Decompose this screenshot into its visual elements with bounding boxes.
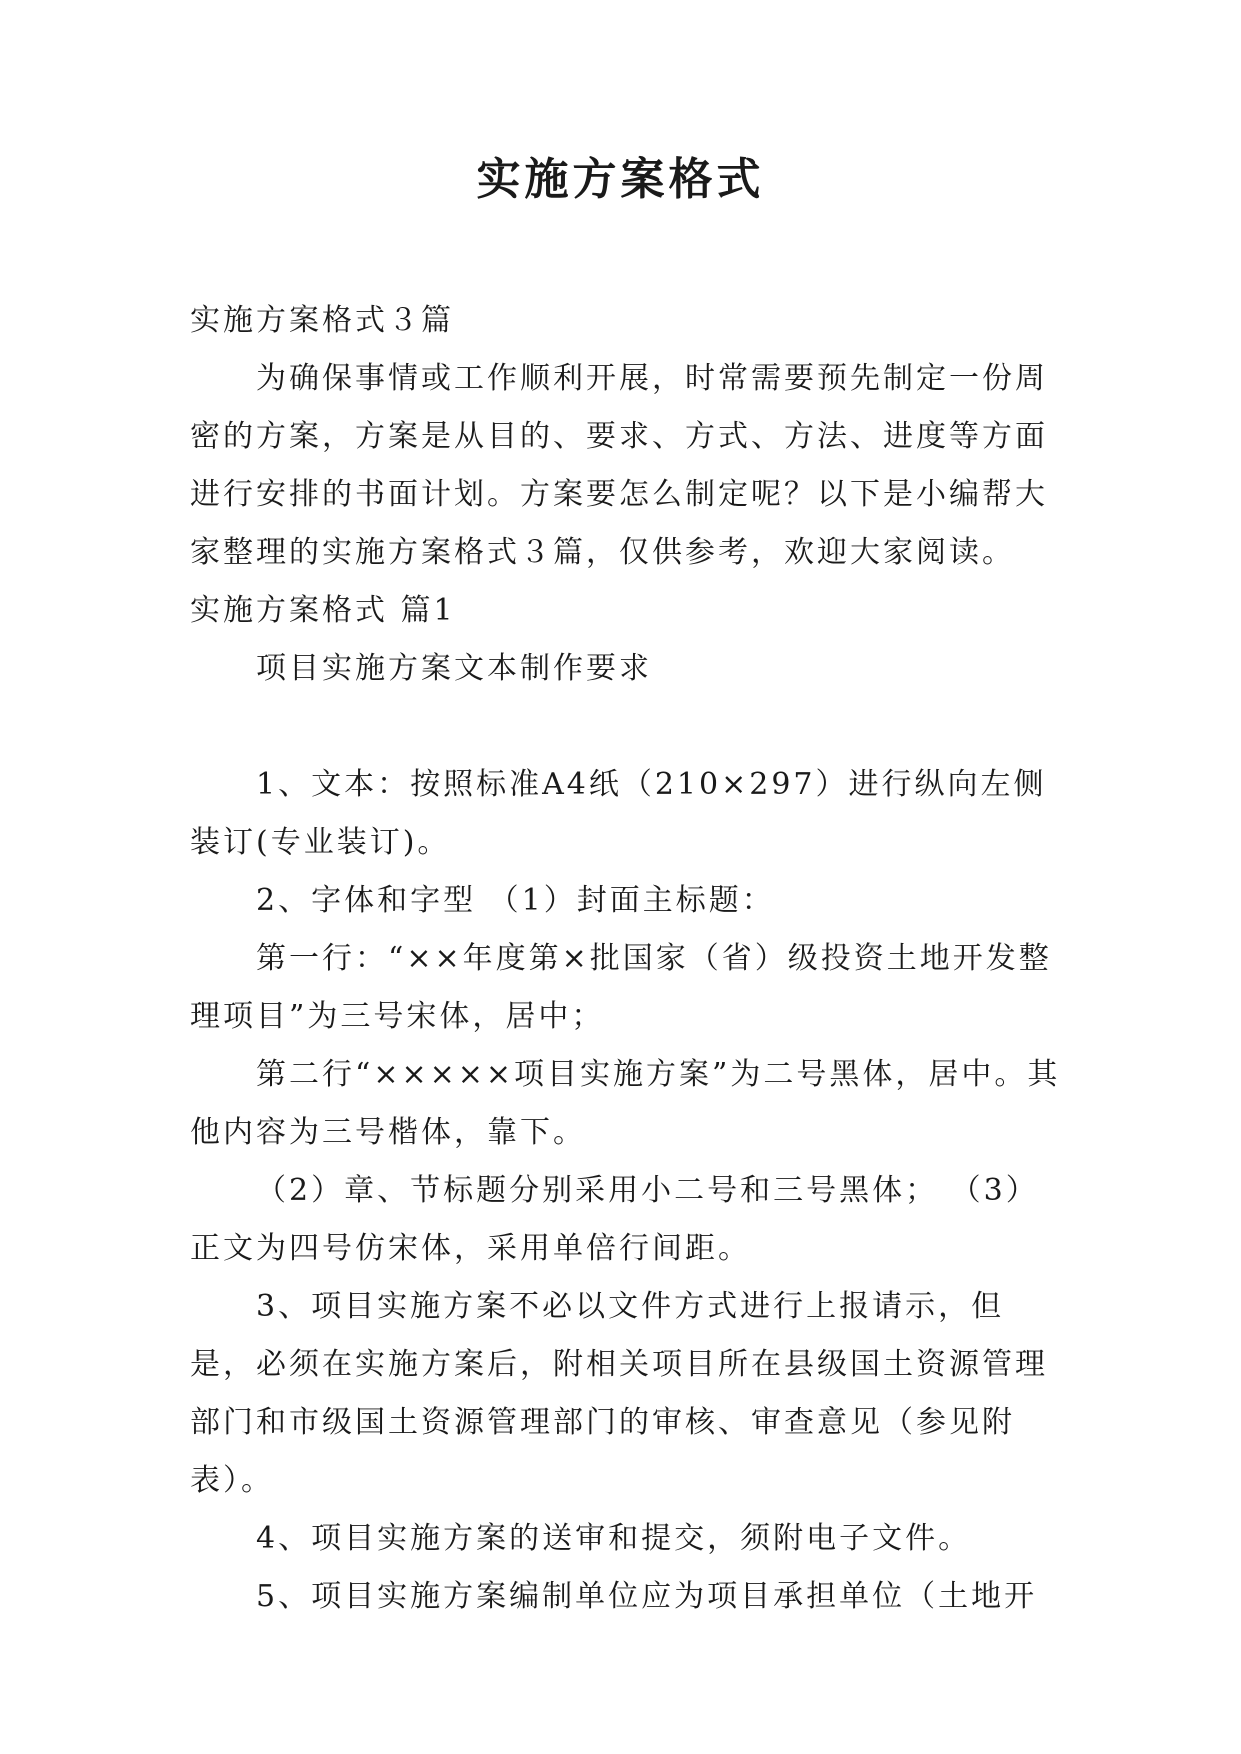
section-subheading: 项目实施方案文本制作要求 [256,651,652,686]
cover-line-2-paragraph: 第二行“×××××项目实施方案”为二号黑体，居中。其他内容为三号楷体，靠下。 [190,1057,1061,1150]
item-paragraph-4: 4、项目实施方案的送审和提交，须附电子文件。 [256,1521,972,1556]
section-heading: 实施方案格式 篇1 [190,593,456,628]
document-title: 实施方案格式 [476,154,765,205]
item-paragraph-3: 3、项目实施方案不必以文件方式进行上报请示，但是，必须在实施方案后，附相关项目所在县级国土资源管理部门和市级国土资源管理部门的审核、审查意见（参见附表）。 [190,1289,1048,1498]
cover-line-1-paragraph: 第一行：“××年度第×批国家（省）级投资土地开发整理项目”为三号宋体，居中； [190,941,1052,1034]
heading-font-paragraph: （2）章、节标题分别采用小二号和三号黑体； （3）正文为四号仿宋体，采用单倍行间距。 [190,1173,1039,1266]
item-paragraph-2: 2、字体和字型 （1）封面主标题： [256,883,775,918]
subtitle-paragraph: 实施方案格式３篇 [190,303,454,338]
item-paragraph-1: 1、文本：按照标准A4纸（210×297）进行纵向左侧装订(专业装订)。 [190,767,1047,860]
document-body [190,292,1070,1626]
item-paragraph-5: 5、项目实施方案编制单位应为项目承担单位（土地开 [256,1579,1038,1614]
intro-paragraph: 为确保事情或工作顺利开展，时常需要预先制定一份周密的方案，方案是从目的、要求、方式、方法、进度等方面进行安排的书面计划。方案要怎么制定呢？以下是小编帮大家整理的实施方案格式３篇，仅供参考，欢迎大家阅读。 [190,361,1048,570]
blank-line [190,698,1070,756]
